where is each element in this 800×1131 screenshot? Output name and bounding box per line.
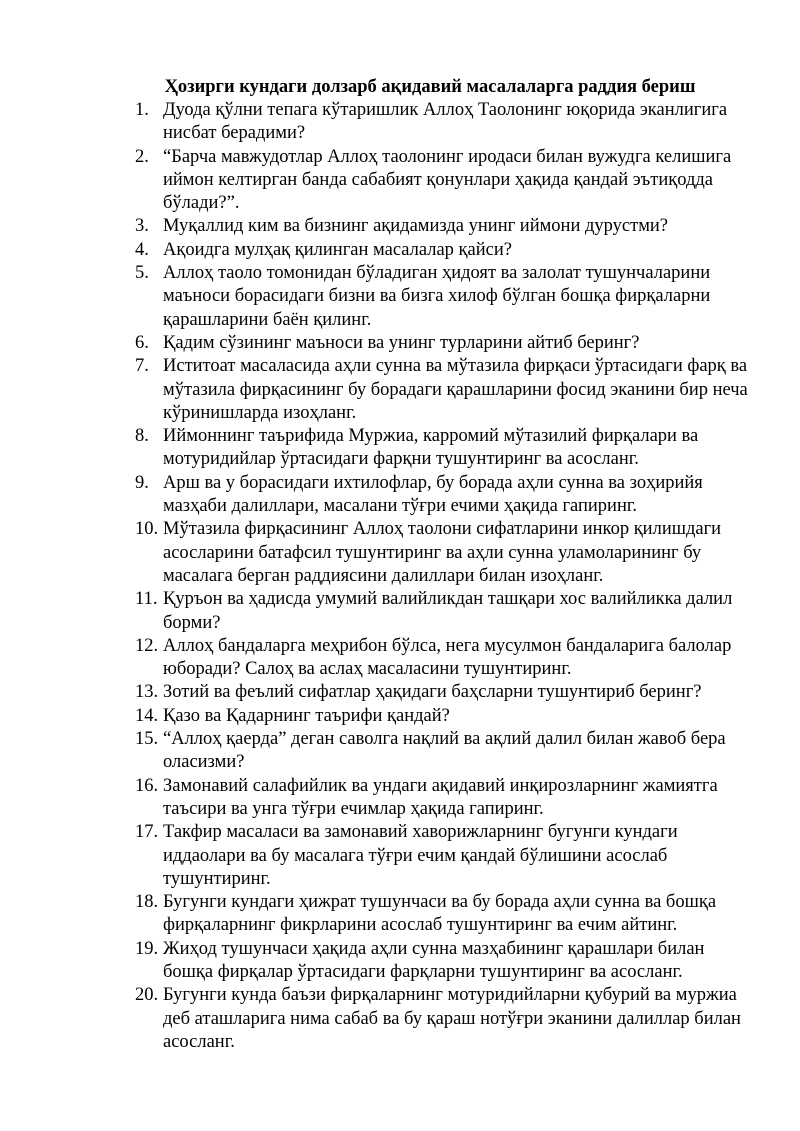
question-number: 3. (135, 216, 149, 237)
question-text: “Аллоҳ қаерда” деган саволга нақлий ва ақлий далил билан жавоб бера оласизми? (163, 729, 726, 773)
question-number: 13. (135, 682, 159, 703)
question-text: Жиҳод тушунчаси ҳақида аҳли сунна мазҳабининг қарашлари билан бошқа фирқалар ўртасидаги фарқларни тушунтиринг ва асосланг. (163, 938, 705, 982)
question-number: 10. (135, 519, 159, 540)
question-text: Қадим сўзининг маъноси ва унинг турларини айтиб беринг? (163, 332, 640, 353)
question-text: Зотий ва феълий сифатлар ҳақидаги баҳсларни тушунтириб беринг? (163, 682, 702, 703)
question-text: Такфир масаласи ва замонавий хаворижларнинг бугунги кундаги иддаолари ва бу масалага тўғри ечим қандай бўлишини асослаб тушунтиринг. (163, 822, 678, 889)
question-text: “Барча мавжудотлар Аллоҳ таолонинг иродаси билан вужудга келишига иймон келтирган банда сабабият қонунлари ҳақида қандай эътиқодда бўлади?”. (163, 146, 732, 214)
question-number: 7. (135, 356, 149, 377)
question-item (135, 938, 750, 985)
question-item (135, 635, 750, 682)
question-item (135, 239, 750, 262)
question-number: 12. (135, 635, 159, 656)
question-number: 20. (135, 985, 159, 1006)
question-item (135, 518, 750, 588)
question-text: Арш ва у борасидаги ихтилофлар, бу борада аҳли сунна ва зоҳирийя мазҳаби далиллари, масалани тўғри ечими ҳақида гапиринг. (163, 472, 703, 517)
question-number: 8. (135, 426, 149, 447)
question-text: Иймоннинг таърифида Муржиа, карромий мўтазилий фирқалари ва мотуридийлар ўртасидаги фарқни тушунтиринг ва асосланг. (163, 426, 699, 470)
question-number: 17. (135, 822, 159, 843)
question-text: Мўтазила фирқасининг Аллоҳ таолони сифатларини инкор қилишдаги асосларини батафсил тушунтиринг ва аҳли сунна уламоларининг бу масалага берган раддиясини далиллари билан изоҳланг. (163, 519, 722, 586)
question-list (135, 99, 750, 1054)
question-text: Аллоҳ таоло томонидан бўладиган ҳидоят ва залолат тушунчаларини маъноси борасидаги бизни ва бизга хилоф бўлган бошқа фирқаларни қарашларини баён қилинг. (163, 263, 711, 330)
question-text: Замонавий салафийлик ва ундаги ақидавий инқирозларнинг жамиятга таъсири ва унга тўғри ечимлар ҳақида гапиринг. (163, 775, 718, 819)
question-item (135, 99, 750, 146)
question-item (135, 262, 750, 332)
question-number: 15. (135, 729, 159, 750)
question-item (135, 705, 750, 728)
question-text: Аллоҳ бандаларга меҳрибон бўлса, нега мусулмон бандаларига балолар юборади? Салоҳ ва аслаҳ масаласини тушунтиринг. (163, 635, 732, 680)
question-item (135, 775, 750, 822)
question-number: 5. (135, 263, 149, 284)
question-item (135, 728, 750, 775)
question-number: 18. (135, 892, 159, 913)
question-text: Дуода қўлни тепага кўтаришлик Аллоҳ Таолонинг юқорида эканлигига нисбат берадими? (163, 100, 728, 144)
question-number: 6. (135, 332, 149, 353)
question-text: Иститоат масаласида аҳли сунна ва мўтазила фирқаси ўртасидаги фарқ ва мўтазила фирқасининг бу борадаги қарашларини фосид эканини бир неча кўринишларда изоҳланг. (163, 356, 748, 423)
question-item (135, 588, 750, 635)
question-item (135, 984, 750, 1054)
question-item (135, 355, 750, 425)
question-text: Бугунги кундаги ҳижрат тушунчаси ва бу борада аҳли сунна ва бошқа фирқаларнинг фикрларини асослаб тушунтиринг ва ечим айтинг. (163, 892, 717, 936)
question-item (135, 332, 750, 355)
question-number: 19. (135, 938, 159, 959)
document-title: Ҳозирги кундаги долзарб ақидавий масалаларга раддия бериш (164, 77, 696, 97)
question-number: 14. (135, 705, 159, 726)
question-text: Муқаллид ким ва бизнинг ақидамизда унинг иймони дурустми? (163, 216, 669, 237)
question-number: 11. (135, 589, 158, 610)
question-number: 4. (135, 239, 149, 260)
question-item (135, 472, 750, 519)
question-text: Қазо ва Қадарнинг таърифи қандай? (163, 705, 450, 726)
question-text: Ақоидга мулҳақ қилинган масалалар қайси? (163, 239, 512, 260)
question-item (135, 146, 750, 216)
question-item (135, 891, 750, 938)
question-item (135, 821, 750, 891)
question-item (135, 425, 750, 472)
question-number: 2. (135, 146, 149, 167)
question-item (135, 681, 750, 704)
question-number: 1. (135, 100, 149, 120)
question-number: 9. (135, 472, 149, 493)
question-text: Қуръон ва ҳадисда умумий валийликдан ташқари хос валийликка далил борми? (163, 589, 733, 633)
question-number: 16. (135, 775, 159, 796)
question-text: Бугунги кунда баъзи фирқаларнинг мотуридийларни қубурий ва муржиа деб аташларига нима сабаб ва бу қараш нотўғри эканини далиллар билан асосланг. (163, 985, 741, 1052)
question-item (135, 215, 750, 238)
